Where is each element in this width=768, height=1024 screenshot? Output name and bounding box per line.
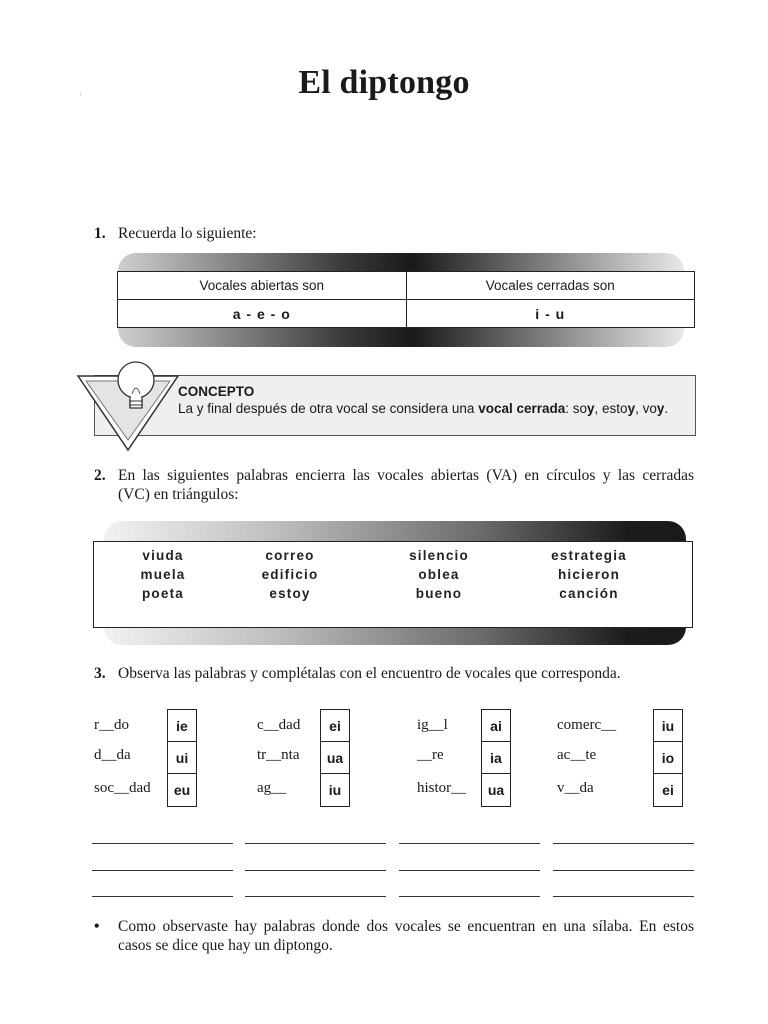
- fill-word: tr__nta: [257, 747, 300, 763]
- answer-line[interactable]: [92, 896, 233, 897]
- vowel-pair-box: iu: [320, 773, 350, 807]
- vowel-pair-box: ei: [653, 773, 683, 807]
- closed-vowels-value: i - u: [406, 300, 695, 328]
- answer-line[interactable]: [553, 843, 694, 844]
- answer-line[interactable]: [92, 843, 233, 844]
- bullet-symbol: •: [94, 918, 100, 935]
- bullet-line2: casos se dice que hay un diptongo.: [118, 937, 333, 954]
- word: estoy: [269, 586, 311, 601]
- concept-y2: y: [627, 401, 636, 416]
- vowel-pair-box: ui: [167, 741, 197, 775]
- concept-text-c: , esto: [594, 401, 628, 416]
- word: silencio: [409, 548, 469, 563]
- fill-word: soc__dad: [94, 780, 151, 796]
- fill-word: comerc__: [557, 717, 617, 733]
- vowel-table: [117, 271, 695, 328]
- question-3-number: 3.: [94, 665, 106, 682]
- header-open-vowels: Vocales abiertas son: [118, 272, 407, 300]
- word: correo: [265, 548, 315, 563]
- answer-line[interactable]: [553, 870, 694, 871]
- vowel-pair-box: eu: [167, 773, 197, 807]
- fill-word: ag__: [257, 780, 287, 796]
- fill-word: ig__l: [417, 717, 448, 733]
- concept-y3: y: [656, 401, 665, 416]
- vowel-pair-box: io: [653, 741, 683, 775]
- question-1: [94, 224, 257, 243]
- vowel-pair-box: ia: [481, 741, 511, 775]
- concept-text-e: .: [664, 401, 669, 416]
- fill-word: c__dad: [257, 717, 301, 733]
- bullet-paragraph: [94, 917, 694, 955]
- open-vowels-value: a - e - o: [118, 300, 407, 328]
- answer-line[interactable]: [245, 896, 386, 897]
- answer-line[interactable]: [399, 896, 540, 897]
- concept-text-d: , vo: [635, 401, 657, 416]
- question-2-line2: (VC) en triángulos:: [118, 486, 239, 503]
- fill-word: histor__: [417, 780, 467, 796]
- concept-text-a: La y final después de otra vocal se considera una: [178, 401, 479, 416]
- question-2-number: 2.: [94, 467, 106, 484]
- stray-mark: ': [80, 92, 82, 101]
- answer-line[interactable]: [92, 870, 233, 871]
- answer-line[interactable]: [245, 870, 386, 871]
- vowel-pair-box: ai: [481, 709, 511, 743]
- header-closed-vowels: Vocales cerradas son: [406, 272, 695, 300]
- question-2-line1: En las siguientes palabras encierra las vocales abiertas (VA) en círculos y las cerradas: [118, 467, 694, 484]
- word: muela: [140, 567, 186, 582]
- fill-word: ac__te: [557, 747, 597, 763]
- word: hicieron: [557, 567, 621, 582]
- concept-text: [178, 401, 668, 416]
- lightbulb-triangle-icon: [74, 354, 184, 454]
- fill-word: v__da: [557, 780, 594, 796]
- question-1-number: 1.: [94, 225, 106, 242]
- word: canción: [559, 586, 619, 601]
- concept-y1: y: [587, 401, 595, 416]
- answer-line[interactable]: [399, 843, 540, 844]
- concept-text-b: : so: [565, 401, 588, 416]
- word: viuda: [142, 548, 184, 563]
- vowel-pair-box: ua: [320, 741, 350, 775]
- question-3-text: Observa las palabras y complétalas con el encuentro de vocales que corresponda.: [118, 665, 621, 682]
- concept-title: CONCEPTO: [178, 384, 255, 399]
- answer-line[interactable]: [553, 896, 694, 897]
- vowel-pair-box: iu: [653, 709, 683, 743]
- bullet-line1: Como observaste hay palabras donde dos vocales se encuentran en una sílaba. En estos: [118, 918, 694, 935]
- question-3: [94, 664, 621, 683]
- fill-word: d__da: [94, 747, 131, 763]
- page-title: El diptongo: [298, 64, 470, 101]
- word: poeta: [141, 586, 184, 601]
- vowel-pair-box: ie: [167, 709, 197, 743]
- concept-bold: vocal cerrada: [478, 401, 566, 416]
- word: estrategia: [551, 548, 627, 563]
- question-2: [94, 466, 694, 504]
- question-1-text: Recuerda lo siguiente:: [118, 225, 257, 242]
- vowel-pair-box: ua: [481, 773, 511, 807]
- answer-line[interactable]: [245, 843, 386, 844]
- answer-line[interactable]: [399, 870, 540, 871]
- fill-word: __re: [417, 747, 444, 763]
- word: bueno: [415, 586, 463, 601]
- vowel-pair-box: ei: [320, 709, 350, 743]
- word: oblea: [418, 567, 460, 582]
- fill-word: r__do: [94, 717, 129, 733]
- word: edificio: [261, 567, 319, 582]
